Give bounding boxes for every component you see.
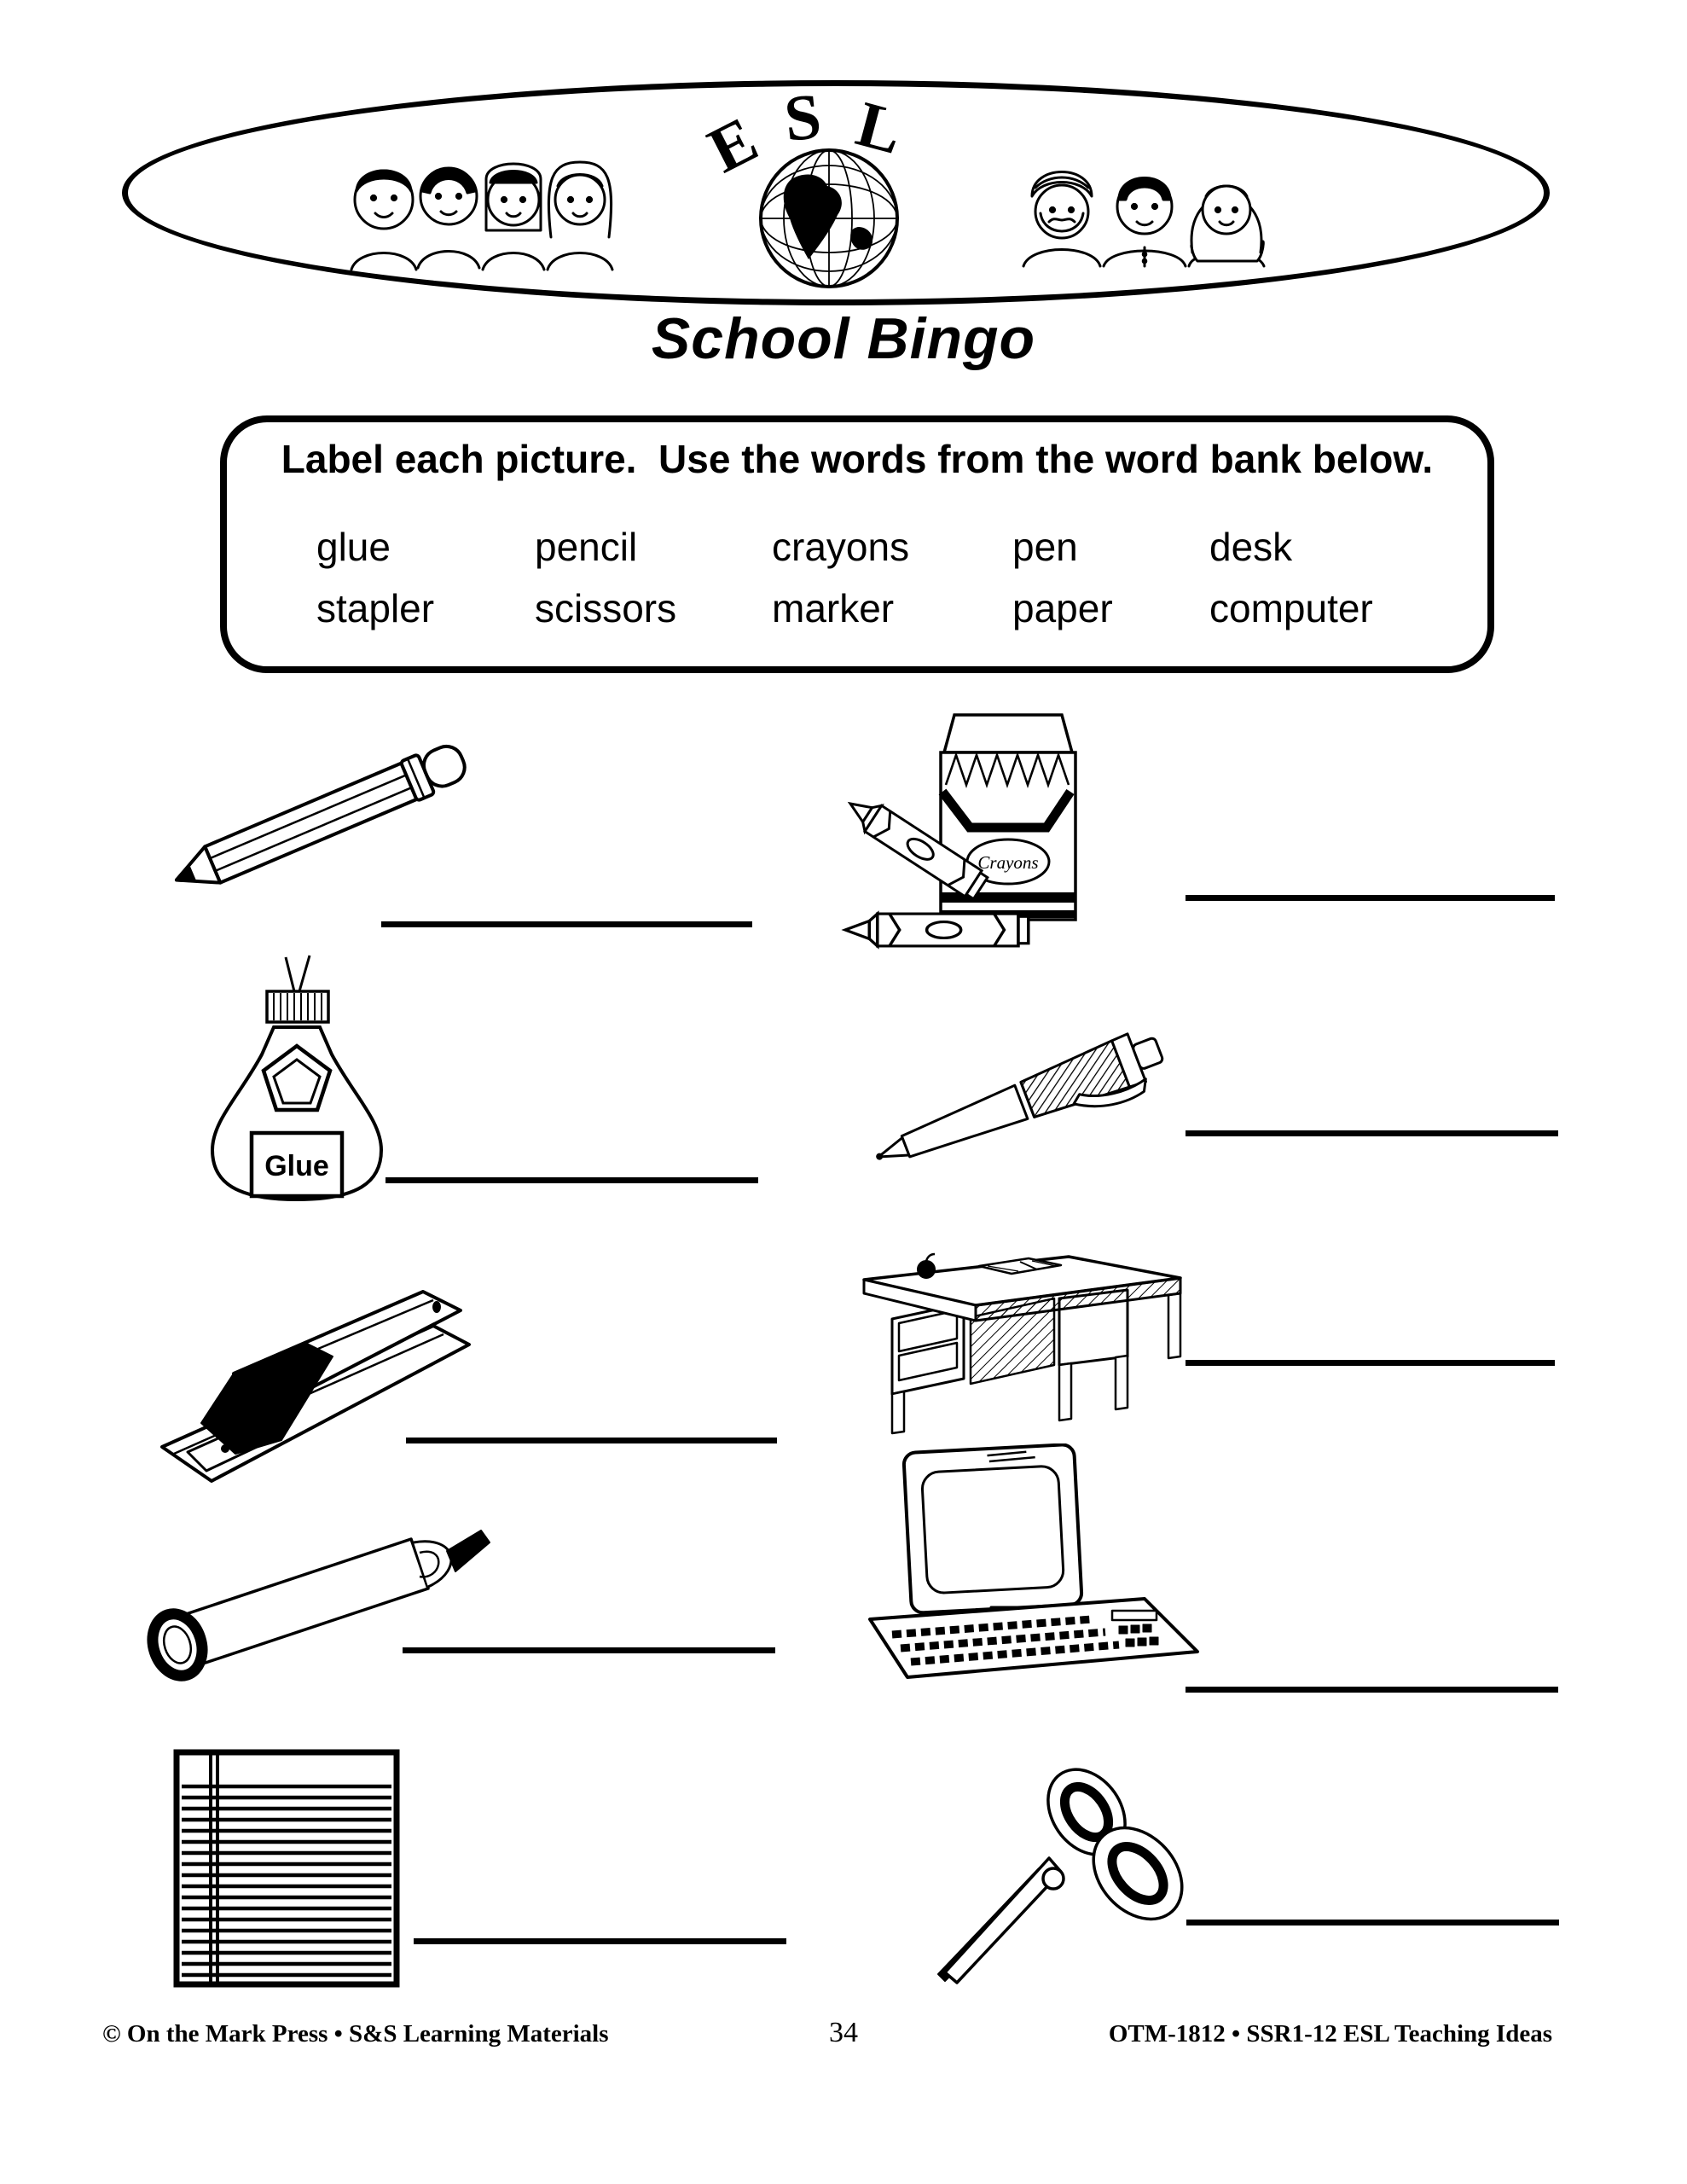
word-scissors: scissors [535, 586, 677, 630]
paper-image [165, 1745, 412, 1993]
answer-line-scissors[interactable] [1186, 1920, 1559, 1926]
footer-product-code: OTM-1812 • SSR1-12 ESL Teaching Ideas [1108, 2020, 1552, 2048]
crayon-box-label: Crayons [977, 852, 1039, 873]
stapler-image [152, 1244, 519, 1504]
pen-image [863, 1017, 1187, 1183]
word-stapler: stapler [316, 586, 435, 630]
desk-image [851, 1227, 1192, 1444]
word-marker: marker [772, 586, 895, 630]
answer-line-desk[interactable] [1186, 1360, 1555, 1366]
computer-image [863, 1443, 1213, 1695]
children-faces-illustration [339, 118, 629, 271]
answer-line-glue[interactable] [386, 1177, 758, 1183]
footer-publisher: © On the Mark Press • S&S Learning Materials [102, 2020, 609, 2048]
answer-line-computer[interactable] [1186, 1687, 1558, 1693]
esl-letter-s: S [780, 80, 825, 155]
pencil-image [154, 725, 495, 909]
answer-line-pen[interactable] [1186, 1130, 1558, 1136]
glue-image [183, 954, 409, 1214]
word-glue: glue [316, 525, 391, 569]
answer-line-stapler[interactable] [406, 1438, 777, 1443]
esl-letter-l: L [849, 87, 910, 169]
page-title: School Bingo [651, 306, 1036, 371]
answer-line-crayons[interactable] [1186, 895, 1555, 901]
word-desk: desk [1209, 525, 1293, 569]
instruction-text: Label each picture. Use the words from the word bank below. [281, 437, 1434, 481]
footer-page-number: 34 [829, 2017, 858, 2048]
esl-letter-e: E [697, 103, 769, 187]
glue-bottle-label: Glue [264, 1150, 329, 1182]
word-pen: pen [1012, 525, 1078, 569]
word-computer: computer [1209, 586, 1373, 630]
crayons-image [840, 701, 1122, 966]
globe-icon [756, 145, 902, 292]
word-paper: paper [1012, 586, 1113, 630]
answer-line-paper[interactable] [414, 1938, 786, 1944]
word-crayons: crayons [772, 525, 910, 569]
word-pencil: pencil [535, 525, 638, 569]
adult-faces-illustration [1015, 125, 1279, 268]
answer-line-pencil[interactable] [381, 921, 752, 927]
marker-image [138, 1517, 505, 1683]
answer-line-marker[interactable] [403, 1647, 775, 1653]
scissors-image [919, 1734, 1192, 1994]
